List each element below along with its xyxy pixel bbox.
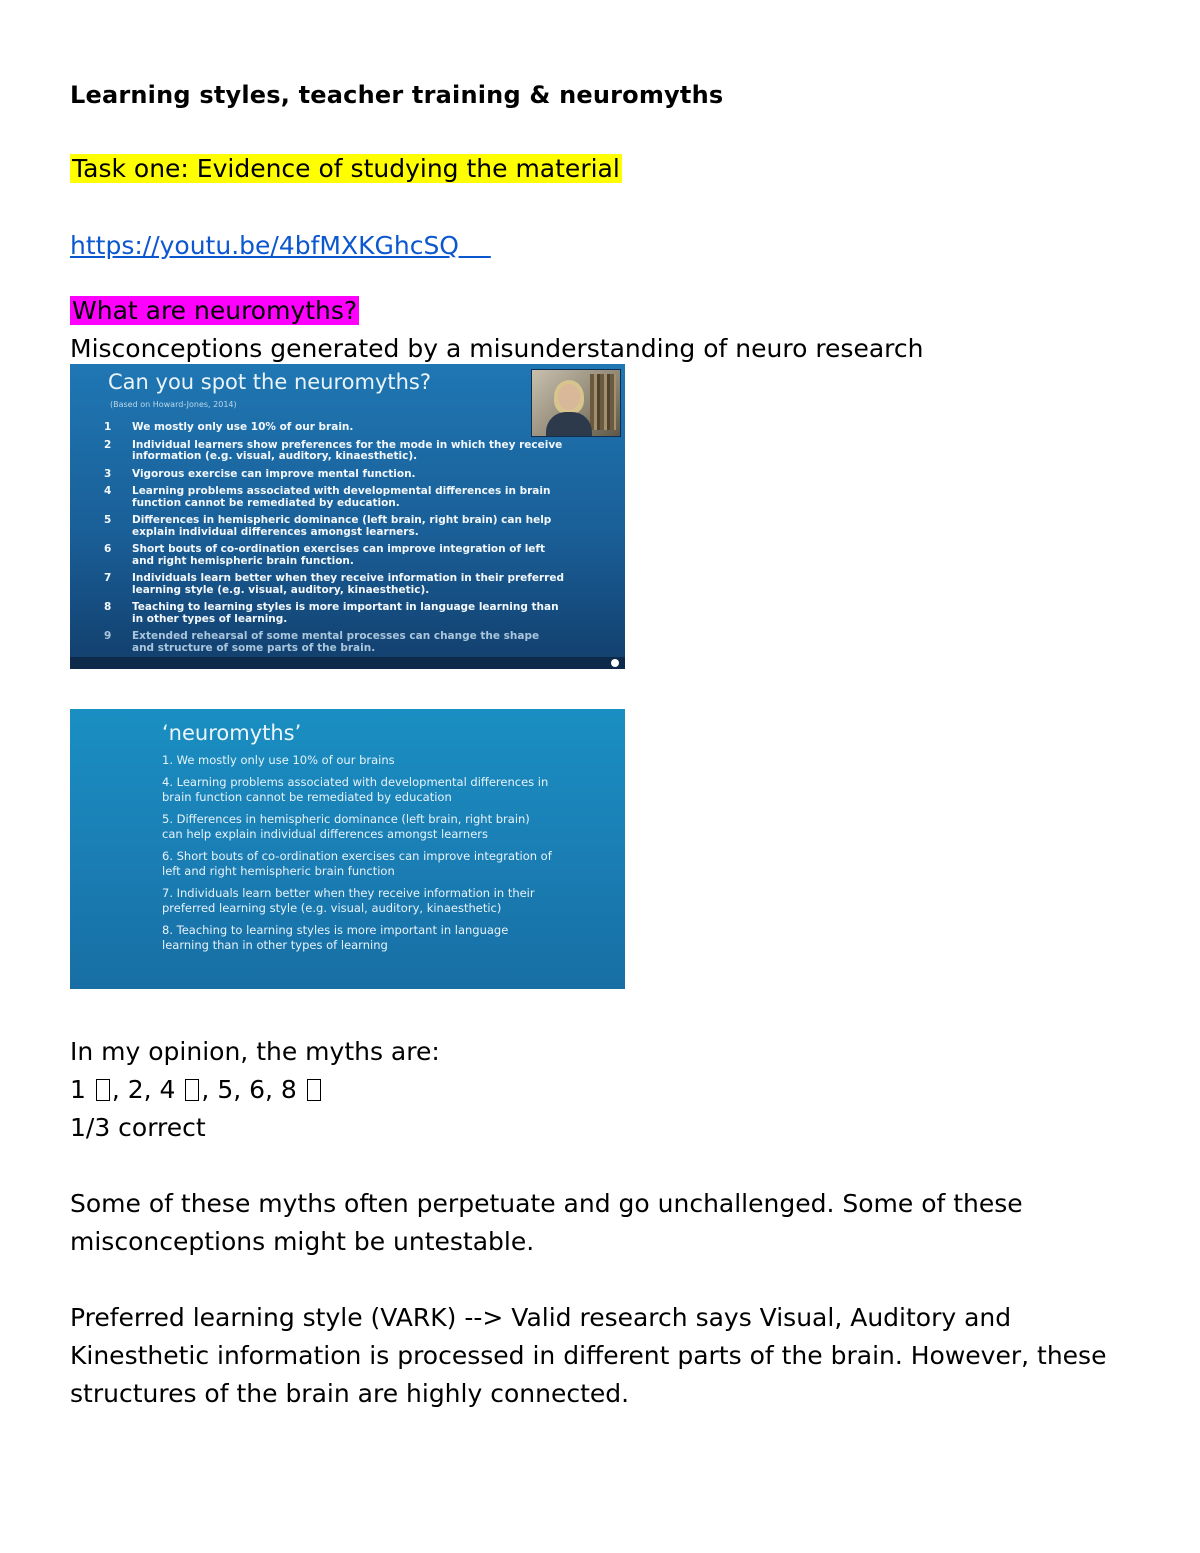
item-text: Individuals learn better when they receive information in their preferred learning style (e.g. visual, auditory, kinaesthetic). [132, 572, 564, 596]
item-text: Differences in hemispheric dominance (left brain, right brain) can help explain individual differences amongst learners. [132, 514, 552, 538]
presenter-face-shape [558, 384, 580, 410]
slide1-item [104, 602, 564, 625]
item-number: 2 [104, 438, 112, 451]
slide2-item: 7. Individuals learn better when they receive information in their preferred learning style (e.g. visual, auditory, kinaesthetic) [162, 885, 535, 915]
slide1-item [104, 422, 564, 434]
slide2-item: 4. Learning problems associated with developmental differences in brain function cannot be remediated by education [162, 774, 549, 804]
item-text: Learning problems associated with developmental differences in brain function cannot be remediated by education. [132, 485, 551, 509]
slide1-item [104, 573, 564, 596]
slide2-title: ‘neuromyths’ [162, 721, 302, 745]
slide1-item [104, 486, 564, 509]
item-number: 4 [104, 485, 112, 497]
myth-number-text: , 5, 6, 8 [201, 1075, 297, 1104]
item-number: 3 [104, 467, 112, 480]
slide2-item: 8. Teaching to learning styles is more important in language learning than in other types of learning [162, 922, 509, 952]
slide1-item [104, 631, 564, 654]
video-control-icon[interactable] [611, 659, 619, 667]
question-line [70, 294, 359, 328]
myth-number-text: 1 [70, 1075, 86, 1104]
slide1-item [104, 469, 564, 481]
video-control-bar [70, 657, 625, 669]
slide1-title: Can you spot the neuromyths? [108, 370, 432, 394]
item-number: 5 [104, 514, 112, 526]
link-trailing-underline [459, 231, 491, 260]
item-text: Short bouts of co-ordination exercises can improve integration of left and right hemispheric brain function. [132, 543, 546, 567]
slide-spot-neuromyths [70, 364, 625, 669]
slide-neuromyths-answers [70, 709, 625, 989]
item-text: Extended rehearsal of some mental processes can change the shape and structure of some parts of the brain. [132, 630, 540, 654]
slide2-item: 6. Short bouts of co-ordination exercises can improve integration of left and right hemispheric brain function [162, 848, 552, 878]
item-text: We mostly only use 10% of our brain. [132, 421, 354, 433]
slide1-subtitle: (Based on Howard-Jones, 2014) [110, 400, 237, 409]
slide1-item [104, 440, 564, 463]
item-number: 8 [104, 601, 112, 613]
item-text: Vigorous exercise can improve mental function. [132, 467, 416, 480]
opinion-score: 1/3 correct [70, 1113, 206, 1142]
slide1-item [104, 515, 564, 538]
task-heading-line [70, 152, 622, 186]
paragraph-vark: Preferred learning style (VARK) --> Valid research says Visual, Auditory and Kinesthetic information is processed in different parts of the brain. However, these structures of the brain are highly connected. [70, 1303, 1107, 1408]
item-number: 9 [104, 630, 112, 642]
missing-glyph-icon [96, 1079, 110, 1101]
document-title: Learning styles, teacher training & neuromyths [70, 81, 724, 109]
paragraph-myths-unchallenged: Some of these myths often perpetuate and go unchallenged. Some of these misconceptions might be untestable. [70, 1189, 1023, 1256]
opinion-intro: In my opinion, the myths are: [70, 1037, 440, 1066]
slide2-item: 1. We mostly only use 10% of our brains [162, 753, 395, 767]
missing-glyph-icon [185, 1079, 199, 1101]
neuromyths-definition: Misconceptions generated by a misunderstanding of neuro research [70, 334, 924, 363]
missing-glyph-icon [307, 1079, 321, 1101]
opinion-myth-numbers [70, 1073, 323, 1107]
neuromyths-question: What are neuromyths? [72, 296, 358, 325]
task-heading: Task one: Evidence of studying the material [72, 154, 620, 183]
item-number: 1 [104, 421, 112, 433]
slide2-item: 5. Differences in hemispheric dominance (left brain, right brain) can help explain individual differences amongst learners [162, 811, 530, 841]
item-text: Individual learners show preferences for the mode in which they receive information (e.g. visual, auditory, kinaesthetic). [132, 438, 563, 462]
item-number: 7 [104, 572, 112, 584]
item-number: 6 [104, 543, 112, 555]
bookshelf-shape [590, 374, 616, 430]
slide1-statement-list [104, 422, 564, 660]
video-link[interactable]: https://youtu.be/4bfMXKGhcSQ [70, 231, 459, 260]
slide1-item [104, 544, 564, 567]
link-line [70, 229, 491, 263]
myth-number-text: , 2, 4 [111, 1075, 176, 1104]
item-text: Teaching to learning styles is more important in language learning than in other types of learning. [132, 601, 559, 625]
slide2-myth-list [162, 753, 552, 960]
